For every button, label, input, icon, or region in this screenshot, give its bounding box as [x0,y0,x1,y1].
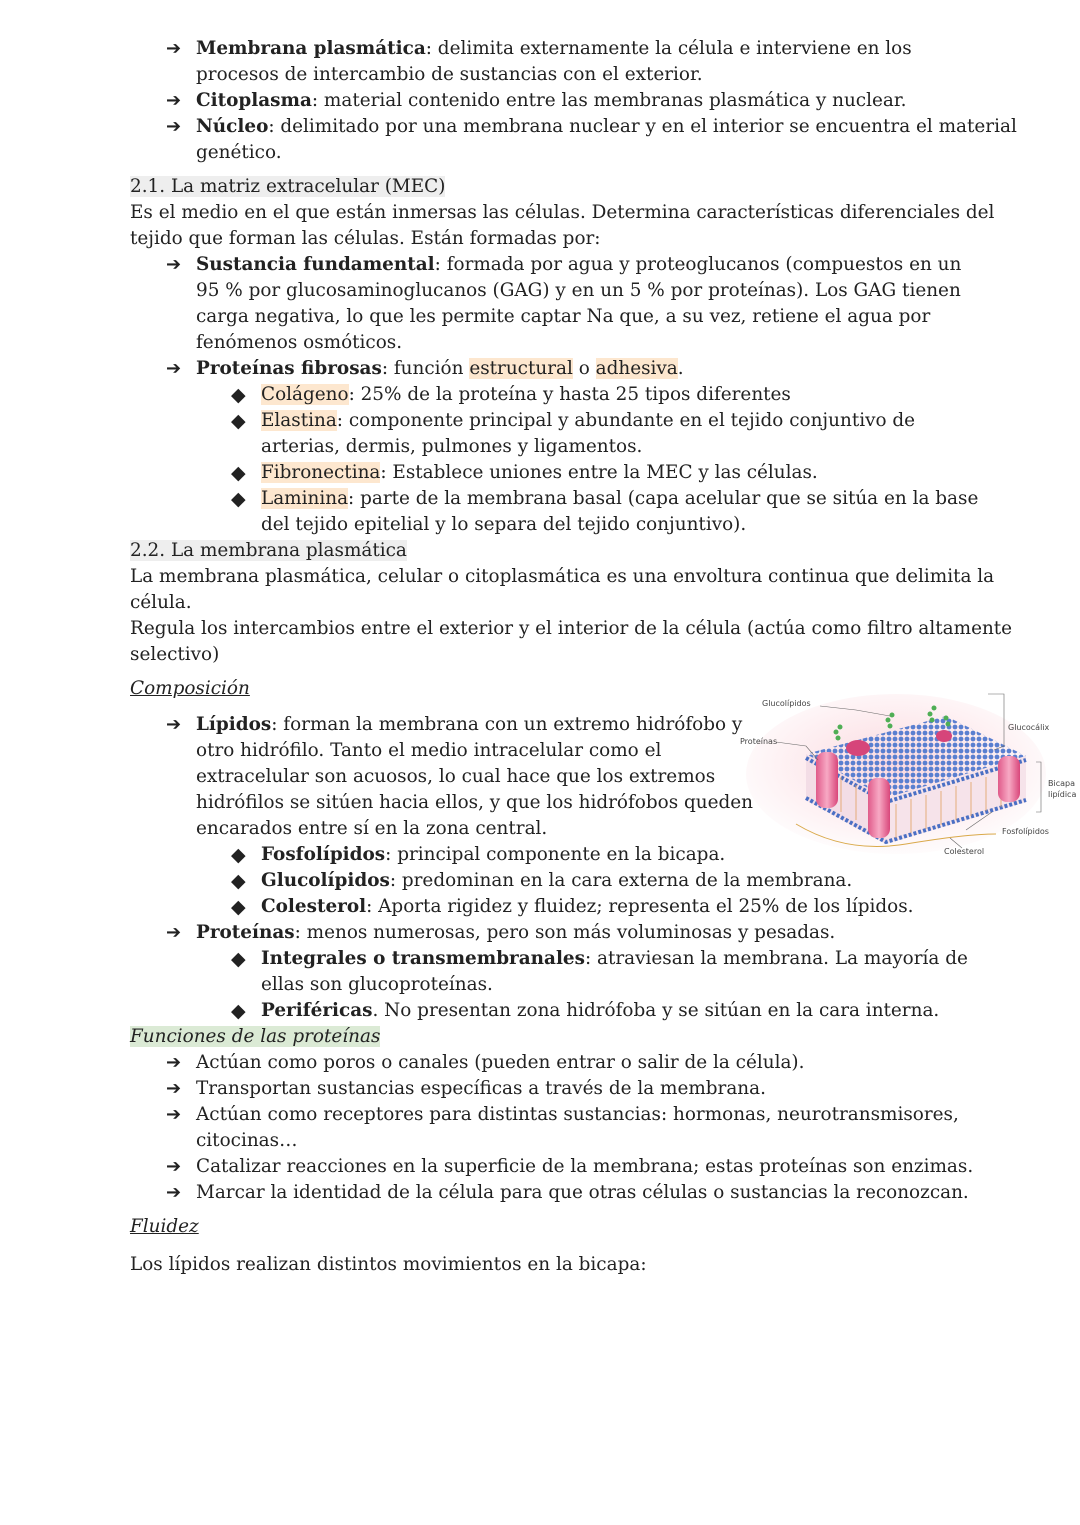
section-heading-mec: 2.1. La matriz extracelular (MEC) [130,176,446,197]
arrow-icon: ➔ [166,116,182,137]
protein-center [868,778,890,838]
list-item-continuation: carga negativa, lo que les permite captar Na que, a su vez, retiene el agua por [196,306,931,327]
list-item-continuation: otro hidrófilo. Tanto el medio intracelular como el [196,740,662,761]
arrow-icon: ➔ [166,38,182,59]
membrane-diagram [736,694,1077,864]
membrane-illustration [736,694,1077,864]
sub-list-item-continuation: del tejido epitelial y lo separa del tejido conjuntivo). [261,514,747,535]
label-fosfolipidos: Fosfolípidos [1002,827,1049,836]
diamond-bullet-icon: ◆ [231,384,246,406]
paragraph: tejido que forman las células. Están formadas por: [130,228,601,249]
protein-top-small [936,730,952,742]
arrow-icon: ➔ [166,90,182,111]
sub-list-item: ◆ Fosfolípidos: principal componente en la bicapa. [231,844,726,866]
protein-left [816,752,838,808]
arrow-icon: ➔ [166,358,182,379]
list-item-continuation: procesos de intercambio de sustancias con el exterior. [196,64,703,85]
list-item-continuation: citocinas… [196,1130,298,1151]
list-item: ➔ Proteínas: menos numerosas, pero son más voluminosas y pesadas. [130,920,970,946]
label-bicapa: Bicapa [1048,779,1075,788]
fluidez-heading: Fluidez [130,1216,199,1237]
label-glucocalix: Glucocálix [1008,723,1050,732]
list-item: ➔ Actúan como poros o canales (pueden entrar o salir de la célula). [130,1050,970,1076]
composicion-heading: Composición [130,678,250,699]
arrow-icon: ➔ [166,1052,182,1073]
diamond-bullet-icon: ◆ [231,462,246,484]
document-page [130,36,1017,1278]
list-item: ➔ Actúan como receptores para distintas sustancias: hormonas, neurotransmisores, [130,1102,970,1128]
paragraph: Regula los intercambios entre el exterior y el interior de la célula (actúa como filtro altamente [130,618,1013,639]
sub-list-item: ◆ Colágeno: 25% de la proteína y hasta 25 tipos diferentes [231,384,791,406]
sub-list-item: ◆ Fibronectina: Establece uniones entre la MEC y las células. [231,462,818,484]
paragraph: Es el medio en el que están inmersas las células. Determina características diferenciales del [130,202,995,223]
sub-list-item: ◆ Glucolípidos: predominan en la cara externa de la membrana. [231,870,853,892]
sub-list-item: ◆ Laminina: parte de la membrana basal (capa acelular que se sitúa en la base [231,488,979,510]
sub-list-item-continuation: arterias, dermis, pulmones y ligamentos. [261,436,643,457]
diamond-bullet-icon: ◆ [231,410,246,432]
protein-top [846,740,870,756]
sub-list-item-continuation: ellas son glucoproteínas. [261,974,493,995]
arrow-icon: ➔ [166,714,182,735]
funciones-heading: Funciones de las proteínas [130,1026,381,1047]
arrow-icon: ➔ [166,1078,182,1099]
paragraph: selectivo) [130,644,220,665]
list-item: ➔ Catalizar reacciones en la superficie de la membrana; estas proteínas son enzimas. [130,1154,970,1180]
sub-list-item: ◆ Elastina: componente principal y abundante en el tejido conjuntivo de [231,410,916,432]
diamond-bullet-icon: ◆ [231,870,246,892]
label-glucolipidos: Glucolípidos [762,699,811,708]
diamond-bullet-icon: ◆ [231,1000,246,1022]
list-item: ➔ Citoplasma: material contenido entre las membranas plasmática y nuclear. [130,88,970,114]
diamond-bullet-icon: ◆ [231,844,246,866]
list-item: ➔ Membrana plasmática: delimita externamente la célula e interviene en los [130,36,970,62]
sub-list-item: ◆ Colesterol: Aporta rigidez y fluidez; representa el 25% de los lípidos. [231,896,914,918]
list-item-continuation: hidrófilos se sitúen hacia ellos, y que los hidrófobos queden [196,792,753,813]
arrow-icon: ➔ [166,1156,182,1177]
list-item: ➔ Núcleo: delimitado por una membrana nuclear y en el interior se encuentra el material [130,114,970,140]
paragraph: Los lípidos realizan distintos movimientos en la bicapa: [130,1254,647,1275]
arrow-icon: ➔ [166,1182,182,1203]
list-item-continuation: encarados entre sí en la zona central. [196,818,548,839]
sub-list-item: ◆ Integrales o transmembranales: atraviesan la membrana. La mayoría de [231,948,968,970]
arrow-icon: ➔ [166,254,182,275]
list-item: ➔ Transportan sustancias específicas a través de la membrana. [130,1076,970,1102]
diamond-bullet-icon: ◆ [231,488,246,510]
list-item: ➔ Proteínas fibrosas: función estructural o adhesiva. [130,356,970,382]
paragraph: célula. [130,592,192,613]
sub-list-item: ◆ Periféricas. No presentan zona hidrófoba y se sitúan en la cara interna. [231,1000,940,1022]
label-proteinas: Proteínas [740,737,778,746]
diamond-bullet-icon: ◆ [231,948,246,970]
protein-right [998,756,1020,802]
arrow-icon: ➔ [166,922,182,943]
diamond-bullet-icon: ◆ [231,896,246,918]
list-item-continuation: extracelular son acuosos, lo cual hace que los extremos [196,766,716,787]
list-item: ➔ Sustancia fundamental: formada por agua y proteoglucanos (compuestos en un [130,252,970,278]
label-lipidica: lipídica [1048,790,1077,799]
list-item-continuation: 95 % por glucosaminoglucanos (GAG) y en un 5 % por proteínas). Los GAG tienen [196,280,961,301]
list-item: ➔ Lípidos: forman la membrana con un extremo hidrófobo y [130,712,970,738]
list-item-continuation: genético. [196,142,282,163]
section-heading-membrana: 2.2. La membrana plasmática [130,540,407,561]
paragraph: La membrana plasmática, celular o citoplasmática es una envoltura continua que delimita la [130,566,995,587]
list-item: ➔ Marcar la identidad de la célula para que otras células o sustancias la reconozcan. [130,1180,970,1206]
label-colesterol: Colesterol [944,847,985,856]
arrow-icon: ➔ [166,1104,182,1125]
list-item-continuation: fenómenos osmóticos. [196,332,403,353]
